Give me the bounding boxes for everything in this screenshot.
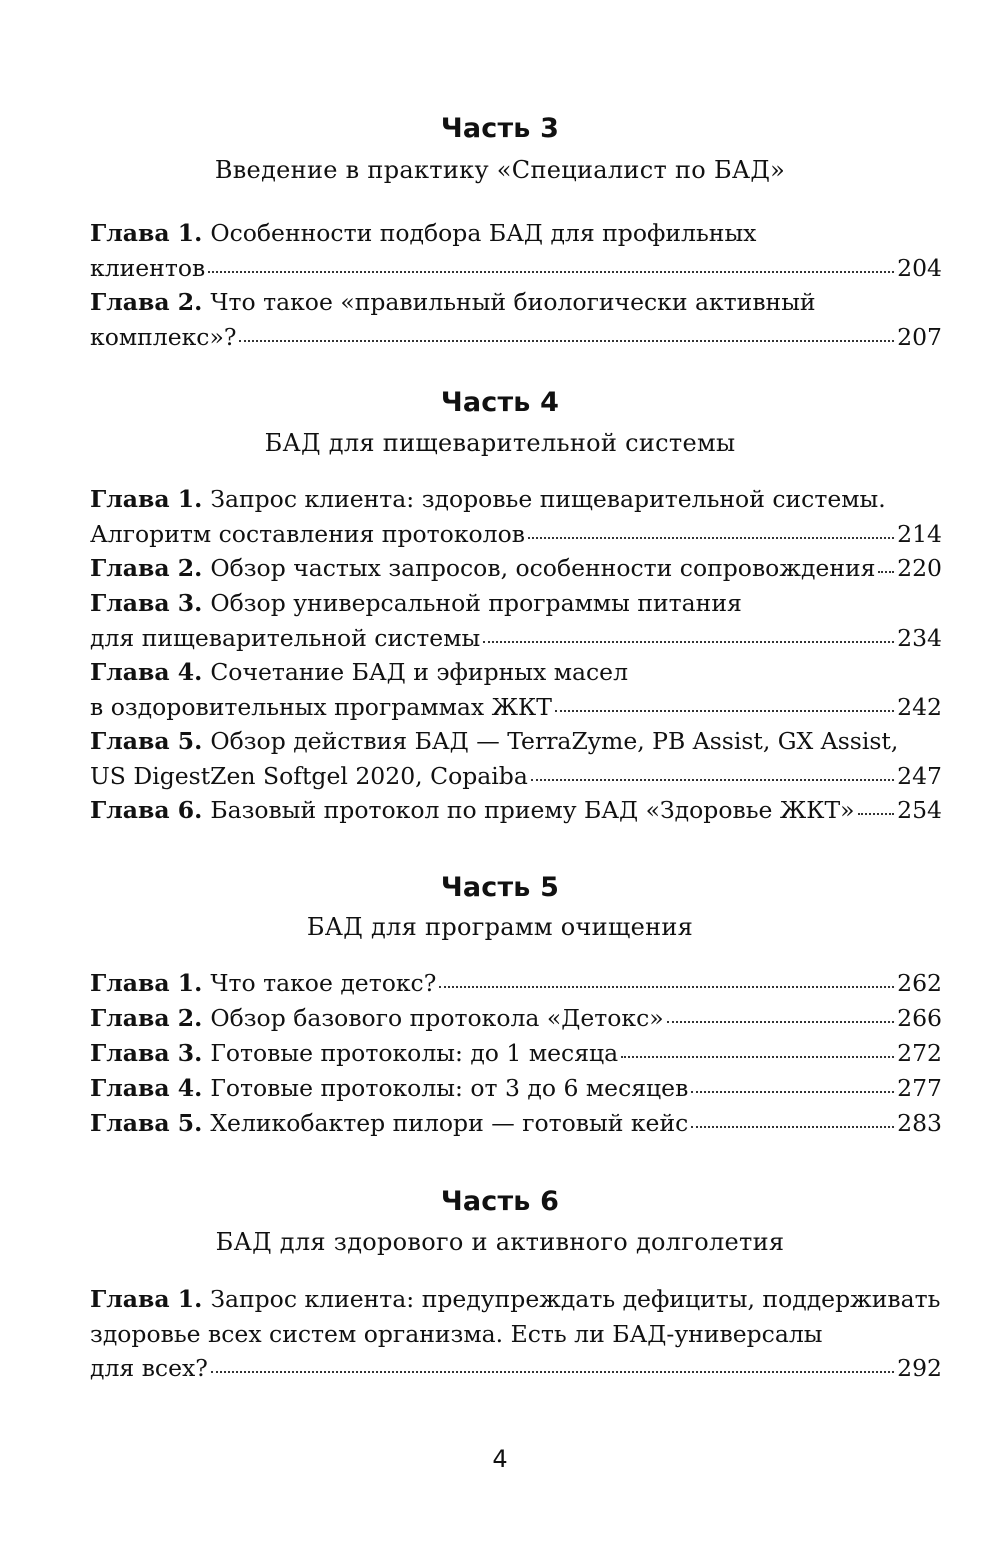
- page-number: 262: [897, 969, 942, 997]
- chapter-title: Запрос клиента: здоровье пищеварительной системы.: [210, 485, 886, 513]
- chapter-title: Обзор действия БАД — TerraZyme, PB Assist, GX Assist,: [210, 727, 899, 755]
- chapter-label: Глава 5.: [90, 727, 203, 755]
- toc-entry[interactable]: [90, 551, 942, 586]
- toc-entry[interactable]: [90, 966, 942, 1001]
- page-number: 207: [897, 322, 942, 351]
- page-number: 292: [897, 1354, 942, 1382]
- chapter-title: Обзор частых запросов, особенности сопровождения: [210, 554, 876, 582]
- chapter-label: Глава 5.: [90, 1109, 203, 1137]
- page-number: 247: [897, 761, 942, 790]
- dot-leader: [439, 986, 894, 988]
- chapter-label: Глава 1.: [90, 1285, 203, 1313]
- page-number: 220: [897, 554, 942, 582]
- chapter-label: Глава 2.: [90, 288, 203, 316]
- dot-leader: [691, 1126, 894, 1128]
- page-number: 214: [897, 519, 942, 548]
- dot-leader: [621, 1056, 894, 1058]
- chapter-title: здоровье всех систем организма. Есть ли БАД-универсалы: [90, 1319, 823, 1348]
- toc-entry[interactable]: [90, 1282, 942, 1386]
- toc-entry[interactable]: [90, 1106, 942, 1141]
- chapter-title: Запрос клиента: предупреждать дефициты, поддерживать: [210, 1285, 941, 1313]
- chapter-label: Глава 4.: [90, 658, 203, 686]
- chapter-title: Обзор универсальной программы питания: [210, 589, 742, 617]
- chapter-title: в оздоровительных программах ЖКТ: [90, 692, 552, 721]
- dot-leader: [528, 537, 894, 539]
- page-number: 234: [897, 623, 942, 652]
- page-number: 254: [897, 796, 942, 824]
- page-number: 272: [897, 1039, 942, 1067]
- chapter-title: Готовые протоколы: от 3 до 6 месяцев: [210, 1074, 689, 1102]
- page-number: 283: [897, 1109, 942, 1137]
- chapter-title: клиентов: [90, 253, 206, 282]
- page-folio: 4: [492, 1445, 508, 1473]
- dot-leader: [858, 813, 895, 815]
- chapter-title: US DigestZen Softgel 2020, Copaiba: [90, 761, 528, 790]
- dot-leader: [239, 340, 894, 342]
- dot-leader: [211, 1371, 894, 1373]
- part-heading: Часть 6: [440, 1186, 560, 1217]
- chapter-label: Глава 3.: [90, 1039, 203, 1067]
- chapter-title: для всех?: [90, 1354, 208, 1382]
- chapter-label: Глава 1.: [90, 969, 203, 997]
- toc-entry[interactable]: [90, 216, 942, 285]
- chapter-label: Глава 1.: [90, 485, 203, 513]
- page-number: 204: [897, 253, 942, 282]
- toc-entry[interactable]: [90, 586, 942, 655]
- part-subtitle: БАД для пищеварительной системы: [264, 429, 736, 457]
- page-number: 242: [897, 692, 942, 721]
- chapter-title: Готовые протоколы: до 1 месяца: [210, 1039, 619, 1067]
- dot-leader: [555, 710, 894, 712]
- page-number: 266: [897, 1004, 942, 1032]
- chapter-title: Что такое «правильный биологически активный: [210, 288, 816, 316]
- toc-entry[interactable]: [90, 482, 942, 551]
- chapter-label: Глава 1.: [90, 219, 203, 247]
- toc-entry[interactable]: [90, 1071, 942, 1106]
- part-heading: Часть 4: [440, 387, 560, 418]
- chapter-title: для пищеварительной системы: [90, 623, 481, 652]
- chapter-title: Особенности подбора БАД для профильных: [210, 219, 757, 247]
- toc-entry[interactable]: [90, 285, 942, 354]
- part-subtitle: Введение в практику «Специалист по БАД»: [214, 156, 786, 184]
- chapter-label: Глава 4.: [90, 1074, 203, 1102]
- part-heading: Часть 3: [440, 113, 560, 144]
- chapter-label: Глава 2.: [90, 1004, 203, 1032]
- dot-leader: [531, 779, 894, 781]
- part-heading: Часть 5: [440, 872, 560, 903]
- toc-entry[interactable]: [90, 1036, 942, 1071]
- dot-leader: [483, 641, 894, 643]
- page-number: 277: [897, 1074, 942, 1102]
- chapter-title: Алгоритм составления протоколов: [90, 519, 525, 548]
- chapter-label: Глава 6.: [90, 796, 203, 824]
- part-subtitle: БАД для программ очищения: [306, 913, 694, 941]
- chapter-title: Обзор базового протокола «Детокс»: [210, 1004, 664, 1032]
- dot-leader: [667, 1021, 894, 1023]
- toc-entry[interactable]: [90, 793, 942, 828]
- chapter-label: Глава 3.: [90, 589, 203, 617]
- chapter-title: Базовый протокол по приему БАД «Здоровье ЖКТ»: [210, 796, 855, 824]
- toc-entry[interactable]: [90, 724, 942, 793]
- part-subtitle: БАД для здорового и активного долголетия: [215, 1228, 785, 1256]
- chapter-label: Глава 2.: [90, 554, 203, 582]
- toc-entry[interactable]: [90, 1001, 942, 1036]
- dot-leader: [878, 571, 894, 573]
- toc-entry[interactable]: [90, 655, 942, 724]
- chapter-title: Сочетание БАД и эфирных масел: [210, 658, 629, 686]
- chapter-title: Хеликобактер пилори — готовый кейс: [210, 1109, 689, 1137]
- dot-leader: [691, 1091, 894, 1093]
- chapter-title: Что такое детокс?: [210, 969, 437, 997]
- chapter-title: комплекс»?: [90, 322, 237, 351]
- dot-leader: [208, 271, 894, 273]
